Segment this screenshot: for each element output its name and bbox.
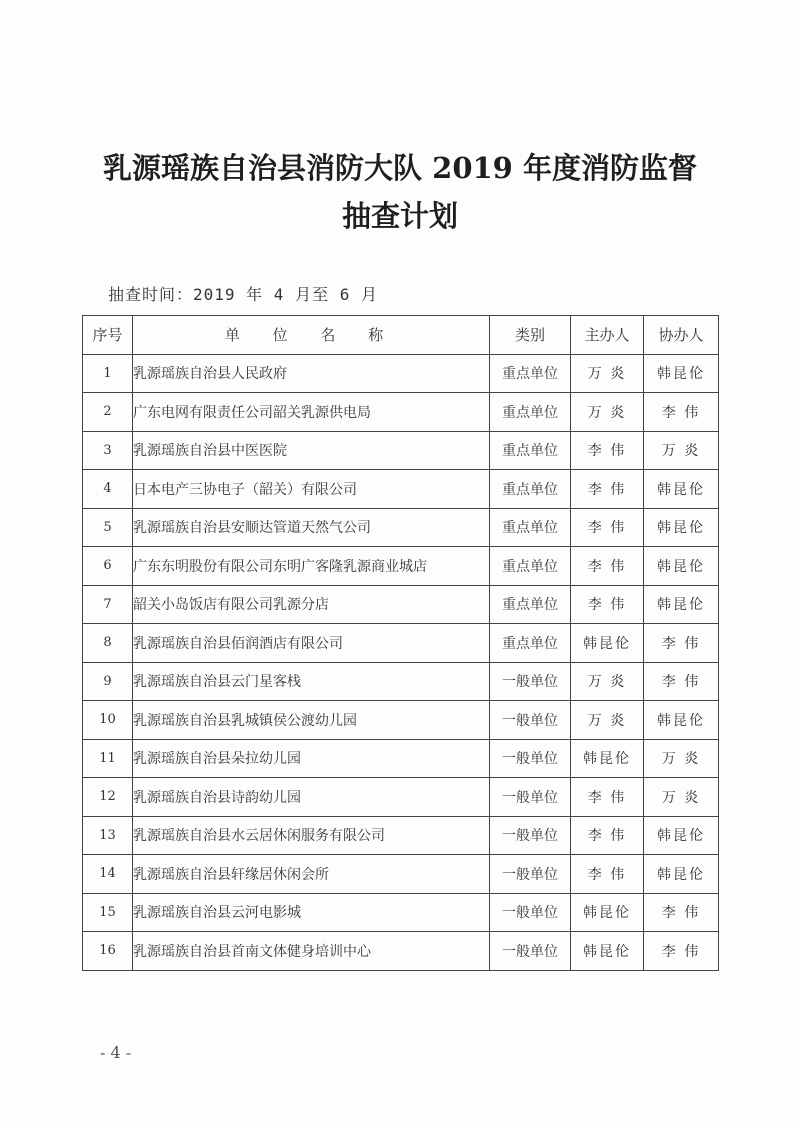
row-no: 3 xyxy=(83,431,133,470)
row-category: 重点单位 xyxy=(490,508,571,547)
row-assist-person: 万 炎 xyxy=(644,431,719,470)
table-row xyxy=(83,816,719,855)
row-assist-person: 万 炎 xyxy=(644,778,719,817)
row-no: 5 xyxy=(83,508,133,547)
row-assist-person: 李 伟 xyxy=(644,662,719,701)
row-main-person: 韩昆伦 xyxy=(571,624,644,663)
row-main-person: 李 伟 xyxy=(571,816,644,855)
row-no: 11 xyxy=(83,739,133,778)
table-row xyxy=(83,893,719,932)
row-assist-person: 李 伟 xyxy=(644,932,719,971)
row-unit-name: 乳源瑶族自治县人民政府 xyxy=(133,354,490,393)
row-category: 重点单位 xyxy=(490,585,571,624)
row-unit-name: 广东东明股份有限公司东明广客隆乳源商业城店 xyxy=(133,547,490,586)
row-category: 重点单位 xyxy=(490,393,571,432)
row-unit-name: 乳源瑶族自治县诗韵幼儿园 xyxy=(133,778,490,817)
row-assist-person: 韩昆伦 xyxy=(644,508,719,547)
row-category: 一般单位 xyxy=(490,816,571,855)
row-no: 9 xyxy=(83,662,133,701)
row-category: 一般单位 xyxy=(490,778,571,817)
table-row xyxy=(83,855,719,894)
row-unit-name: 乳源瑶族自治县佰润酒店有限公司 xyxy=(133,624,490,663)
row-unit-name: 乳源瑶族自治县水云居休闲服务有限公司 xyxy=(133,816,490,855)
row-no: 15 xyxy=(83,893,133,932)
row-no: 14 xyxy=(83,855,133,894)
row-no: 1 xyxy=(83,354,133,393)
row-main-person: 李 伟 xyxy=(571,508,644,547)
table-row xyxy=(83,739,719,778)
row-main-person: 李 伟 xyxy=(571,547,644,586)
row-unit-name: 乳源瑶族自治县安顺达管道天然气公司 xyxy=(133,508,490,547)
row-assist-person: 李 伟 xyxy=(644,624,719,663)
row-no: 13 xyxy=(83,816,133,855)
row-unit-name: 广东电网有限责任公司韶关乳源供电局 xyxy=(133,393,490,432)
row-no: 4 xyxy=(83,470,133,509)
row-main-person: 韩昆伦 xyxy=(571,739,644,778)
row-category: 重点单位 xyxy=(490,547,571,586)
row-main-person: 韩昆伦 xyxy=(571,932,644,971)
row-assist-person: 韩昆伦 xyxy=(644,816,719,855)
table-row xyxy=(83,662,719,701)
row-main-person: 李 伟 xyxy=(571,778,644,817)
row-assist-person: 韩昆伦 xyxy=(644,855,719,894)
table-row xyxy=(83,508,719,547)
row-assist-person: 李 伟 xyxy=(644,393,719,432)
row-category: 一般单位 xyxy=(490,893,571,932)
row-no: 6 xyxy=(83,547,133,586)
row-category: 一般单位 xyxy=(490,701,571,740)
table-row xyxy=(83,624,719,663)
row-unit-name: 乳源瑶族自治县首南文体健身培训中心 xyxy=(133,932,490,971)
header-category: 类别 xyxy=(490,316,571,355)
row-assist-person: 万 炎 xyxy=(644,739,719,778)
table-row xyxy=(83,354,719,393)
inspection-period: 抽查时间：2019 年 4 月至 6 月 xyxy=(108,285,378,304)
header-name: 单 位 名 称 xyxy=(133,316,490,355)
row-category: 重点单位 xyxy=(490,624,571,663)
row-unit-name: 韶关小岛饭店有限公司乳源分店 xyxy=(133,585,490,624)
row-main-person: 万 炎 xyxy=(571,662,644,701)
row-main-person: 李 伟 xyxy=(571,585,644,624)
row-main-person: 万 炎 xyxy=(571,393,644,432)
row-no: 8 xyxy=(83,624,133,663)
header-no: 序号 xyxy=(83,316,133,355)
row-category: 一般单位 xyxy=(490,855,571,894)
page-number: - 4 - xyxy=(100,1043,132,1062)
table-row xyxy=(83,393,719,432)
row-no: 12 xyxy=(83,778,133,817)
row-category: 一般单位 xyxy=(490,932,571,971)
table-row xyxy=(83,547,719,586)
row-category: 一般单位 xyxy=(490,739,571,778)
row-assist-person: 韩昆伦 xyxy=(644,354,719,393)
table-row xyxy=(83,932,719,971)
row-unit-name: 乳源瑶族自治县乳城镇侯公渡幼儿园 xyxy=(133,701,490,740)
row-no: 2 xyxy=(83,393,133,432)
row-category: 一般单位 xyxy=(490,662,571,701)
row-unit-name: 乳源瑶族自治县朵拉幼儿园 xyxy=(133,739,490,778)
row-unit-name: 乳源瑶族自治县轩缘居休闲会所 xyxy=(133,855,490,894)
row-assist-person: 韩昆伦 xyxy=(644,547,719,586)
header-assist: 协办人 xyxy=(644,316,719,355)
row-no: 10 xyxy=(83,701,133,740)
row-main-person: 李 伟 xyxy=(571,431,644,470)
row-category: 重点单位 xyxy=(490,354,571,393)
row-unit-name: 乳源瑶族自治县中医医院 xyxy=(133,431,490,470)
table-row xyxy=(83,470,719,509)
row-category: 重点单位 xyxy=(490,431,571,470)
header-main: 主办人 xyxy=(571,316,644,355)
row-main-person: 李 伟 xyxy=(571,855,644,894)
table-row xyxy=(83,701,719,740)
row-unit-name: 乳源瑶族自治县云河电影城 xyxy=(133,893,490,932)
row-main-person: 万 炎 xyxy=(571,701,644,740)
table-row xyxy=(83,431,719,470)
document-title-line2: 抽查计划 xyxy=(341,199,458,233)
row-main-person: 李 伟 xyxy=(571,470,644,509)
row-main-person: 万 炎 xyxy=(571,354,644,393)
table-header-row xyxy=(83,316,719,355)
row-assist-person: 韩昆伦 xyxy=(644,585,719,624)
row-category: 重点单位 xyxy=(490,470,571,509)
row-assist-person: 韩昆伦 xyxy=(644,701,719,740)
row-no: 16 xyxy=(83,932,133,971)
row-assist-person: 李 伟 xyxy=(644,893,719,932)
table-row xyxy=(83,585,719,624)
table-row xyxy=(83,778,719,817)
row-no: 7 xyxy=(83,585,133,624)
document-title-line1: 乳源瑶族自治县消防大队 2019 年度消防监督 xyxy=(103,151,697,185)
row-unit-name: 乳源瑶族自治县云门星客栈 xyxy=(133,662,490,701)
row-assist-person: 韩昆伦 xyxy=(644,470,719,509)
row-main-person: 韩昆伦 xyxy=(571,893,644,932)
inspection-table xyxy=(82,315,719,971)
row-unit-name: 日本电产三协电子（韶关）有限公司 xyxy=(133,470,490,509)
